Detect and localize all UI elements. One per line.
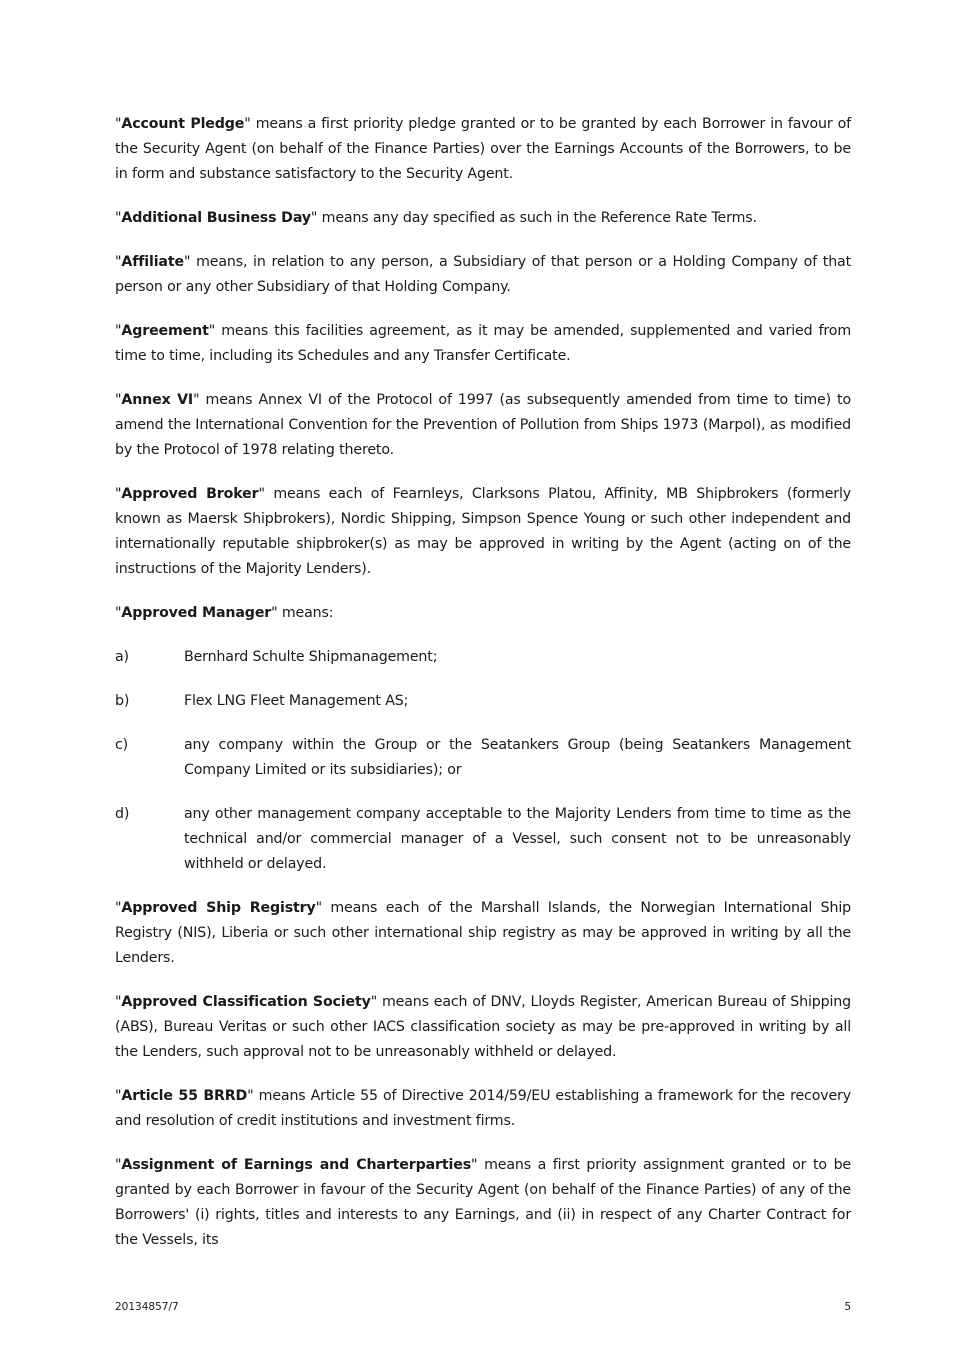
list-text: any company within the Group or the Seatankers Group (being Seatankers Management Company Limited or its subsidiaries); or <box>184 737 851 778</box>
definition-approved-manager: "Approved Manager" means: <box>115 605 334 621</box>
definition-approved-broker: "Approved Broker" means each of Fearnleys, Clarksons Platou, Affinity, MB Shipbrokers (formerly known as Maersk Shipbrokers), Nordic Shipping, Simpson Spence Young or such other independent and internationally reputable shipbroker(s) as may be approved in writing by the Agent (acting on of the instructions of the Majority Lenders). <box>115 486 851 577</box>
defined-term: Article 55 BRRD <box>121 1088 248 1104</box>
list-marker: a) <box>115 649 129 665</box>
document-reference: 20134857/7 <box>115 1301 179 1313</box>
defined-term: Approved Ship Registry <box>121 900 316 916</box>
definition-approved-classification-society: "Approved Classification Society" means each of DNV, Lloyds Register, American Bureau of Shipping (ABS), Bureau Veritas or such other IACS classification society as may be pre-approved in writing by all the Lenders, such approval not to be unreasonably withheld or delayed. <box>115 994 852 1060</box>
definition-text: means a first priority assignment granted or to be granted by each Borrower in favour of the Security Agent (on behalf of the Finance Parties) of any of the Borrowers' (i) rights, titles and interests to any Earnings, and (ii) in respect of any Charter Contract for the Vessels, its <box>115 1157 852 1248</box>
defined-term: Additional Business Day <box>121 210 311 226</box>
document-body <box>115 112 851 1272</box>
defined-term: Agreement <box>121 323 209 339</box>
definition-assignment-of-earnings: "Assignment of Earnings and Charterparties" means a first priority assignment granted or to be granted by each Borrower in favour of the Security Agent (on behalf of the Finance Parties) of any of the Borrowers' (i) rights, titles and interests to any Earnings, and (ii) in respect of any Charter Contract for the Vessels, its <box>115 1157 852 1248</box>
list-item <box>115 733 851 783</box>
definition-additional-business-day: "Additional Business Day" means any day specified as such in the Reference Rate Terms. <box>115 210 757 226</box>
list-marker: d) <box>115 806 130 822</box>
definition-affiliate: "Affiliate" means, in relation to any person, a Subsidiary of that person or a Holding Company of that person or any other Subsidiary of that Holding Company. <box>115 254 851 295</box>
defined-term: Assignment of Earnings and Charterparties <box>121 1157 472 1173</box>
definition-text: means each of Fearnleys, Clarksons Platou, Affinity, MB Shipbrokers (formerly known as Maersk Shipbrokers), Nordic Shipping, Simpson Spence Young or such other independent and internationally reputable shipbroker(s) as may be approved in writing by the Agent (acting on of the instructions of the Majority Lenders). <box>115 486 851 577</box>
defined-term: Annex VI <box>121 392 194 408</box>
definition-approved-ship-registry: "Approved Ship Registry" means each of the Marshall Islands, the Norwegian International Ship Registry (NIS), Liberia or such other international ship registry as may be approved in writing by all the Lenders. <box>115 900 851 966</box>
list-text: Bernhard Schulte Shipmanagement; <box>184 649 438 665</box>
definition-text: means each of DNV, Lloyds Register, American Bureau of Shipping (ABS), Bureau Veritas or such other IACS classification society as may be pre-approved in writing by all the Lenders, such approval not to be unreasonably withheld or delayed. <box>115 994 852 1060</box>
definition-text: means each of the Marshall Islands, the Norwegian International Ship Registry (NIS), Liberia or such other international ship registry as may be approved in writing by all the Lenders. <box>115 900 851 966</box>
definition-text: means, in relation to any person, a Subsidiary of that person or a Holding Company of that person or any other Subsidiary of that Holding Company. <box>115 254 851 295</box>
definition-account-pledge: "Account Pledge" means a first priority pledge granted or to be granted by each Borrower in favour of the Security Agent (on behalf of the Finance Parties) over the Earnings Accounts of the Borrowers, to be in form and substance satisfactory to the Security Agent. <box>115 116 852 182</box>
defined-term: Affiliate <box>121 254 184 270</box>
definition-text: means: <box>277 605 334 621</box>
definition-text: means Annex VI of the Protocol of 1997 (as subsequently amended from time to time) to amend the International Convention for the Prevention of Pollution from Ships 1973 (Marpol), as modified by the Protocol of 1978 relating thereto. <box>115 392 851 458</box>
defined-term: Approved Broker <box>121 486 259 502</box>
list-text: Flex LNG Fleet Management AS; <box>184 693 409 709</box>
list-marker: b) <box>115 693 130 709</box>
defined-term: Account Pledge <box>121 116 245 132</box>
definition-text: means Article 55 of Directive 2014/59/EU establishing a framework for the recovery and resolution of credit institutions and investment firms. <box>115 1088 851 1129</box>
list-item <box>115 689 851 714</box>
definition-text: means a first priority pledge granted or to be granted by each Borrower in favour of the Security Agent (on behalf of the Finance Parties) over the Earnings Accounts of the Borrowers, to be in form and substance satisfactory to the Security Agent. <box>115 116 852 182</box>
list-text: any other management company acceptable to the Majority Lenders from time to time as the technical and/or commercial manager of a Vessel, such consent not to be unreasonably withheld or delayed. <box>184 806 851 872</box>
list-marker: c) <box>115 737 129 753</box>
page-number: 5 <box>844 1301 851 1313</box>
definition-article-55-brrd: "Article 55 BRRD" means Article 55 of Directive 2014/59/EU establishing a framework for the recovery and resolution of credit institutions and investment firms. <box>115 1088 851 1129</box>
definition-text: means any day specified as such in the Reference Rate Terms. <box>317 210 757 226</box>
definition-text: means this facilities agreement, as it may be amended, supplemented and varied from time to time, including its Schedules and any Transfer Certificate. <box>115 323 851 364</box>
list-item <box>115 645 851 670</box>
definition-agreement: "Agreement" means this facilities agreement, as it may be amended, supplemented and varied from time to time, including its Schedules and any Transfer Certificate. <box>115 323 851 364</box>
list-item <box>115 802 851 877</box>
definition-annex-vi: "Annex VI" means Annex VI of the Protocol of 1997 (as subsequently amended from time to time) to amend the International Convention for the Prevention of Pollution from Ships 1973 (Marpol), as modified by the Protocol of 1978 relating thereto. <box>115 392 851 458</box>
defined-term: Approved Classification Society <box>121 994 371 1010</box>
defined-term: Approved Manager <box>121 605 272 621</box>
